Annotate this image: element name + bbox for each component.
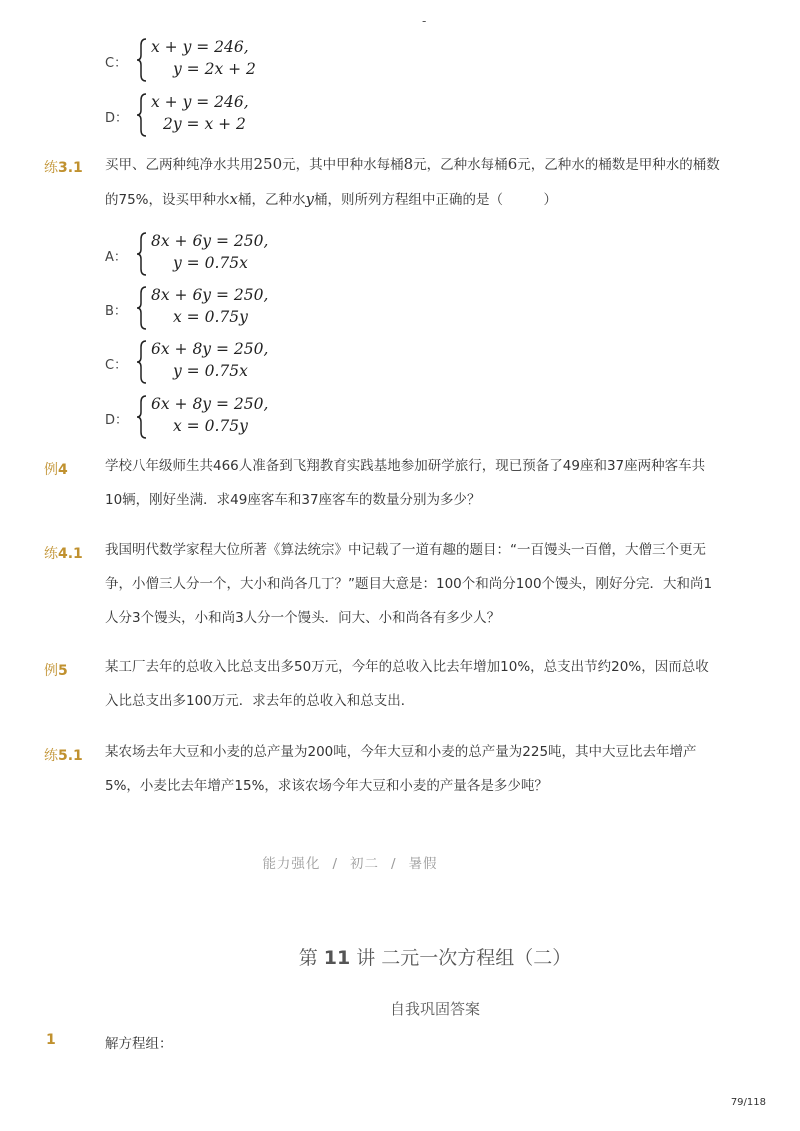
- equation-2: x = 0.75y: [173, 308, 248, 326]
- problem-text-5-1: 某农场去年大豆和小麦的总产量为200吨，今年大豆和小麦的总产量为225吨，其中大豆比去年增产5%，小麦比去年增产15%，求该农场今年大豆和小麦的产量各是多少吨？: [105, 744, 697, 794]
- page-footer: 能力强化 / 初二 / 暑假: [262, 856, 438, 872]
- question-text-1: 解方程组：: [105, 1036, 173, 1052]
- brace-icon: [137, 38, 147, 82]
- example-text-5: 某工厂去年的总收入比总支出多50万元，今年的总收入比去年增加10%，总支出节约20%，因而总收入比总支出多100万元．求去年的总收入和总支出．: [105, 659, 709, 709]
- option-label: B：: [105, 304, 127, 319]
- page-number: 79/118: [730, 1097, 766, 1108]
- problem-text-3-1: 买甲、乙两种纯净水共用250元，其中甲种水每桶8元，乙种水每桶6元，乙种水的桶数是甲种水的桶数的75%，设买甲种水x桶，乙种水y桶，则所列方程组中正确的是（ ）: [105, 155, 720, 208]
- brace-icon: [137, 340, 147, 384]
- equation-2: 2y = x + 2: [163, 115, 246, 133]
- equation-2: y = 0.75x: [173, 362, 248, 380]
- example-text-4: 学校八年级师生共466人准备到飞翔教育实践基地参加研学旅行，现已预备了49座和37座两种客车共10辆，刚好坐满．求49座客车和37座客车的数量分别为多少？: [105, 458, 706, 508]
- equation-1: x + y = 246,: [151, 38, 249, 56]
- lesson-title: 第 11 讲 二元一次方程组（二）: [298, 947, 572, 969]
- equation-2: y = 2x + 2: [173, 60, 256, 78]
- equation-1: 6x + 8y = 250,: [151, 395, 269, 413]
- problem-number-4-1: 练4.1: [44, 546, 83, 562]
- problem-number-5-1: 练5.1: [44, 748, 83, 764]
- option-label: A：: [105, 250, 127, 265]
- option-label: D：: [105, 111, 129, 126]
- option-label: C：: [105, 56, 128, 71]
- brace-icon: [137, 93, 147, 137]
- problem-text-4-1: 我国明代数学家程大位所著《算法统宗》中记载了一道有趣的题目：“一百馒头一百僧，大僧三个更无争，小僧三人分一个，大小和尚各几丁？”题目大意是：100个和尚分100个馒头，刚好分完．大和尚1人分3个馒头，小和尚3人分一个馒头．问大、小和尚各有多少人？: [105, 542, 713, 626]
- example-number-5: 例5: [44, 663, 68, 679]
- example-number-4: 例4: [44, 462, 68, 478]
- equation-1: 8x + 6y = 250,: [151, 286, 269, 304]
- brace-icon: [137, 286, 147, 330]
- option-label: D：: [105, 413, 129, 428]
- brace-icon: [137, 395, 147, 439]
- brace-icon: [137, 232, 147, 276]
- option-label: C：: [105, 358, 128, 373]
- header-mark: -: [422, 14, 427, 28]
- equation-2: x = 0.75y: [173, 417, 248, 435]
- question-number-1: 1: [46, 1032, 56, 1048]
- equation-1: 8x + 6y = 250,: [151, 232, 269, 250]
- equation-1: 6x + 8y = 250,: [151, 340, 269, 358]
- problem-number-3-1: 练3.1: [44, 160, 83, 176]
- equation-1: x + y = 246,: [151, 93, 249, 111]
- equation-2: y = 0.75x: [173, 254, 248, 272]
- section-subtitle: 自我巩固答案: [389, 1000, 480, 1018]
